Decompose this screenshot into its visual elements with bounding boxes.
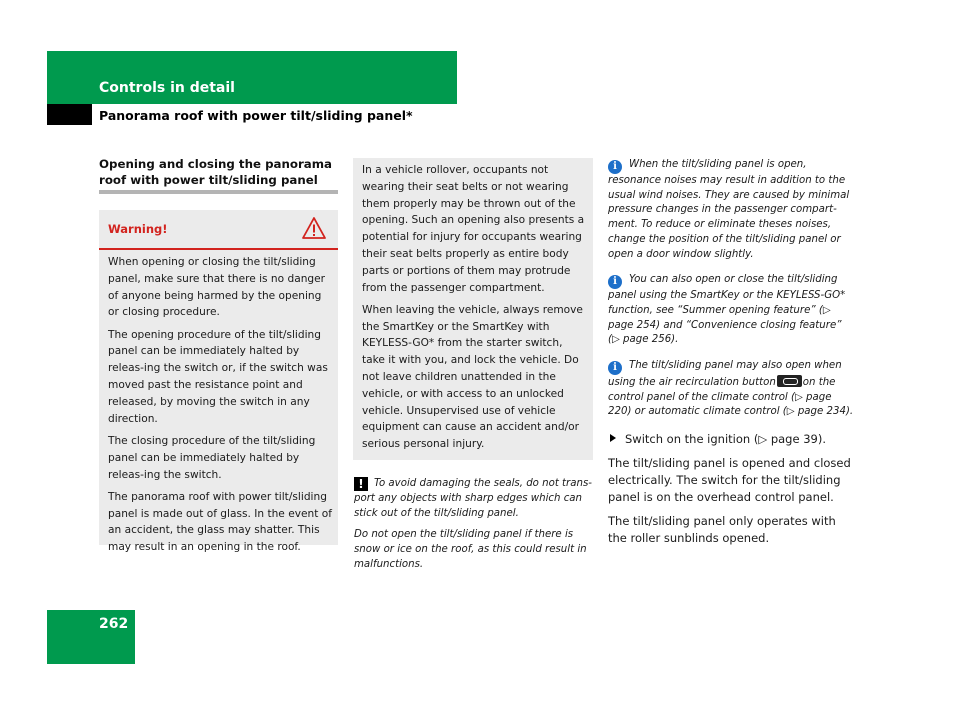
warning-continued-text — [362, 162, 588, 459]
info-note-text: The tilt/sliding panel may also open when using the air recirculation button — [608, 360, 842, 389]
air-recirculation-icon — [777, 375, 802, 387]
warning-title: Warning! — [108, 222, 168, 236]
step-arrow-icon — [610, 434, 616, 442]
warning-triangle-icon — [301, 216, 327, 240]
page-subtitle: Panorama roof with power tilt/sliding panel* — [99, 108, 413, 123]
column1-heading: Opening and closing the panorama roof with power tilt/sliding panel — [99, 157, 333, 187]
step-text: Switch on the ignition (▷ page 39). — [625, 432, 826, 447]
body-paragraph: The tilt/sliding panel only operates with the roller sunblinds opened. — [608, 514, 836, 546]
section-title: Controls in detail — [99, 80, 235, 96]
instruction-step — [608, 431, 854, 448]
info-note-text: on the control panel of the climate control (▷ page 220) or automatic climate control (▷ page 234). — [608, 377, 854, 418]
warning-paragraph: When leaving the vehicle, always remove the SmartKey or the SmartKey with KEYLESS-GO* from the starter switch, take it with you, and lock the vehicle. Do not leave children unattended in the vehicle, or with access to an unlocked vehicle. Unsupervised use of vehicle equipment can cause an accident and/or serious personal injury. — [362, 303, 583, 451]
notice-paragraph: Do not open the tilt/sliding panel if there is snow or ice on the roof, as this could result in malfunctions. — [354, 529, 587, 570]
info-note — [608, 158, 854, 262]
exclamation-icon: ! — [354, 477, 368, 491]
notice-paragraph — [354, 476, 594, 521]
info-note-text: You can also open or close the tilt/sliding panel using the SmartKey or the KEYLESS-GO* function, see “Summer opening feature” (▷ page 254) and “Convenience closing feature” (▷ page 256). — [608, 274, 846, 346]
warning-paragraph: The panorama roof with power tilt/sliding panel is made out of glass. In the event of an accident, the glass may shatter. This may result in an opening in the roof. — [108, 490, 332, 554]
info-icon: i — [608, 275, 622, 289]
heading-divider — [99, 190, 338, 194]
section-marker — [47, 104, 92, 125]
warning-paragraph: In a vehicle rollover, occupants not wearing their seat belts or not wearing them properly may be thrown out of the opening. Such an opening also presents a potential for injury for occupants wearing their seat belts properly as entire body parts or portions of them may protrude from the passenger compartment. — [362, 164, 585, 294]
column3 — [608, 158, 854, 554]
info-note — [608, 359, 854, 420]
info-note-text: When the tilt/sliding panel is open, resonance noises may result in addition to the usual wind noises. They are caused by minimal pressure changes in the passenger compart-ment. To reduce or eliminate theses noises, change the position of the tilt/sliding panel or open a door window slightly. — [608, 159, 850, 260]
header-band — [47, 51, 457, 104]
info-icon: i — [608, 160, 622, 174]
info-icon: i — [608, 361, 622, 375]
info-note — [608, 273, 854, 348]
warning-divider — [99, 248, 338, 250]
body-paragraph: The tilt/sliding panel is opened and closed electrically. The switch for the tilt/sliding panel is on the overhead control panel. — [608, 456, 851, 505]
notice-text: To avoid damaging the seals, do not trans-port any objects with sharp edges which can stick out of the tilt/sliding panel. — [354, 478, 592, 519]
notice-block — [354, 476, 594, 578]
warning-text — [108, 254, 332, 562]
warning-paragraph: The closing procedure of the tilt/sliding panel can be immediately halted by releas-ing the switch. — [108, 434, 316, 481]
warning-paragraph: When opening or closing the tilt/sliding panel, make sure that there is no danger of anyone being harmed by the opening or closing procedure. — [108, 256, 326, 319]
page-number: 262 — [99, 616, 129, 632]
warning-paragraph: The opening procedure of the tilt/sliding panel can be immediately halted by releas-ing the switch or, if the switch was moved past the resistance point and released, by moving the switch in any direction. — [108, 328, 328, 425]
